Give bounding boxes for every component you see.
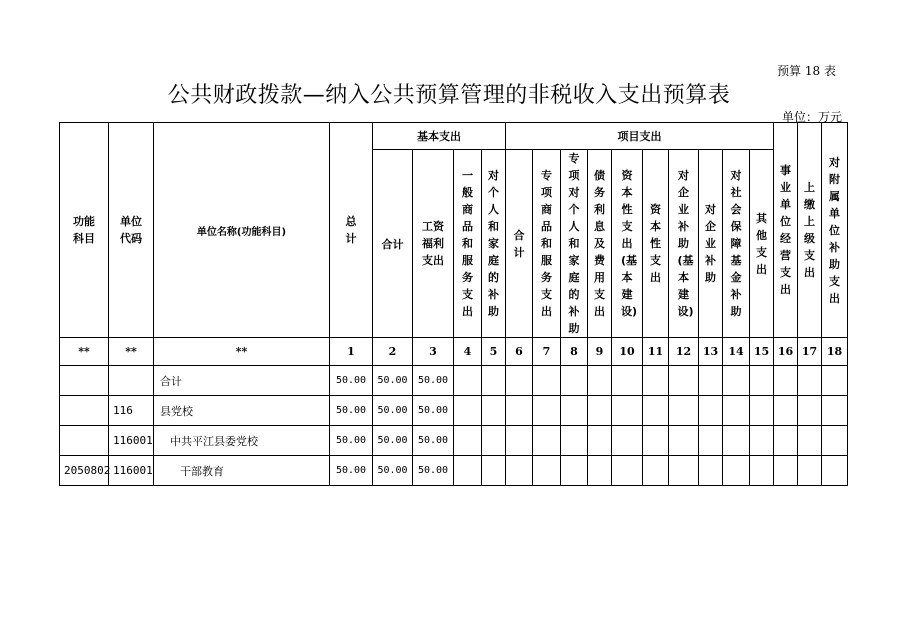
header-special-personal: 专项对个人和家庭的补助 [561,150,588,338]
index-cell: 7 [533,338,561,366]
index-cell: 18 [822,338,848,366]
name-cell: 中共平江县委党校 [154,426,330,456]
header-basic: 基本支出 [373,123,506,150]
index-cell: 3 [413,338,454,366]
header-personal: 对个人和家庭的补助 [482,150,506,338]
index-cell: 5 [482,338,506,366]
code-cell: 116001 [109,456,154,486]
form-number: 预算 18 表 [777,64,836,78]
header-goods: 一般商品和服务支出 [454,150,482,338]
index-cell: 17 [798,338,822,366]
code-cell [109,366,154,396]
table-row [60,456,848,486]
header-proj-total: 合计 [506,150,533,338]
index-cell: 8 [561,338,588,366]
total-cell: 50.00 [330,366,373,396]
table-row [60,366,848,396]
header-social: 对社会保障基金补助 [723,150,750,338]
name-cell: 合计 [154,366,330,396]
unit-label: 单位：万元 [781,110,842,124]
page-title: 公共财政拨款—纳入公共预算管理的非税收入支出预算表 [167,83,731,108]
code-cell: 116 [109,396,154,426]
index-cell: ** [60,338,109,366]
index-cell: 11 [643,338,669,366]
header-salary: 工资福利支出 [413,150,454,338]
index-cell: 10 [612,338,643,366]
basic-total-cell: 50.00 [373,366,413,396]
total-cell: 50.00 [330,426,373,456]
header-unit-code: 单位代码 [109,123,154,338]
budget-table [59,122,848,486]
index-cell: 16 [774,338,798,366]
total-cell: 50.00 [330,396,373,426]
func-cell [60,396,109,426]
index-cell: 12 [669,338,699,366]
index-cell: 13 [699,338,723,366]
index-cell: ** [154,338,330,366]
func-cell [60,426,109,456]
index-cell: 15 [750,338,774,366]
header-project: 项目支出 [506,123,774,150]
salary-cell: 50.00 [413,426,454,456]
total-cell: 50.00 [330,456,373,486]
header-debt: 债务利息及费用支出 [588,150,612,338]
salary-cell: 50.00 [413,456,454,486]
header-affiliate: 对附属单位补助支出 [822,123,848,338]
basic-total-cell: 50.00 [373,426,413,456]
salary-cell: 50.00 [413,396,454,426]
name-cell: 干部教育 [154,456,330,486]
name-cell: 县党校 [154,396,330,426]
header-special-goods: 专项商品和服务支出 [533,150,561,338]
header-capital: 资本性支出 [643,150,669,338]
header-other: 其他支出 [750,150,774,338]
basic-total-cell: 50.00 [373,396,413,426]
func-cell [60,366,109,396]
index-cell: ** [109,338,154,366]
index-cell: 2 [373,338,413,366]
table-row [60,426,848,456]
index-cell: 1 [330,338,373,366]
header-ent: 对企业补助 [699,150,723,338]
header-upper: 上缴上级支出 [798,123,822,338]
index-cell: 9 [588,338,612,366]
table-row [60,396,848,426]
basic-total-cell: 50.00 [373,456,413,486]
func-cell: 2050802 [60,456,109,486]
header-ent-build: 对企业补助(基本建设) [669,150,699,338]
header-capital-build: 资本性支出(基本建设) [612,150,643,338]
header-total: 总计 [330,123,373,338]
index-row [60,338,848,366]
code-cell: 116001 [109,426,154,456]
header-basic-total: 合计 [373,150,413,338]
header-func-subject: 功能科目 [60,123,109,338]
index-cell: 14 [723,338,750,366]
header-unit-name: 单位名称(功能科目) [154,123,330,338]
index-cell: 6 [506,338,533,366]
index-cell: 4 [454,338,482,366]
salary-cell: 50.00 [413,366,454,396]
header-business: 事业单位经营支出 [774,123,798,338]
